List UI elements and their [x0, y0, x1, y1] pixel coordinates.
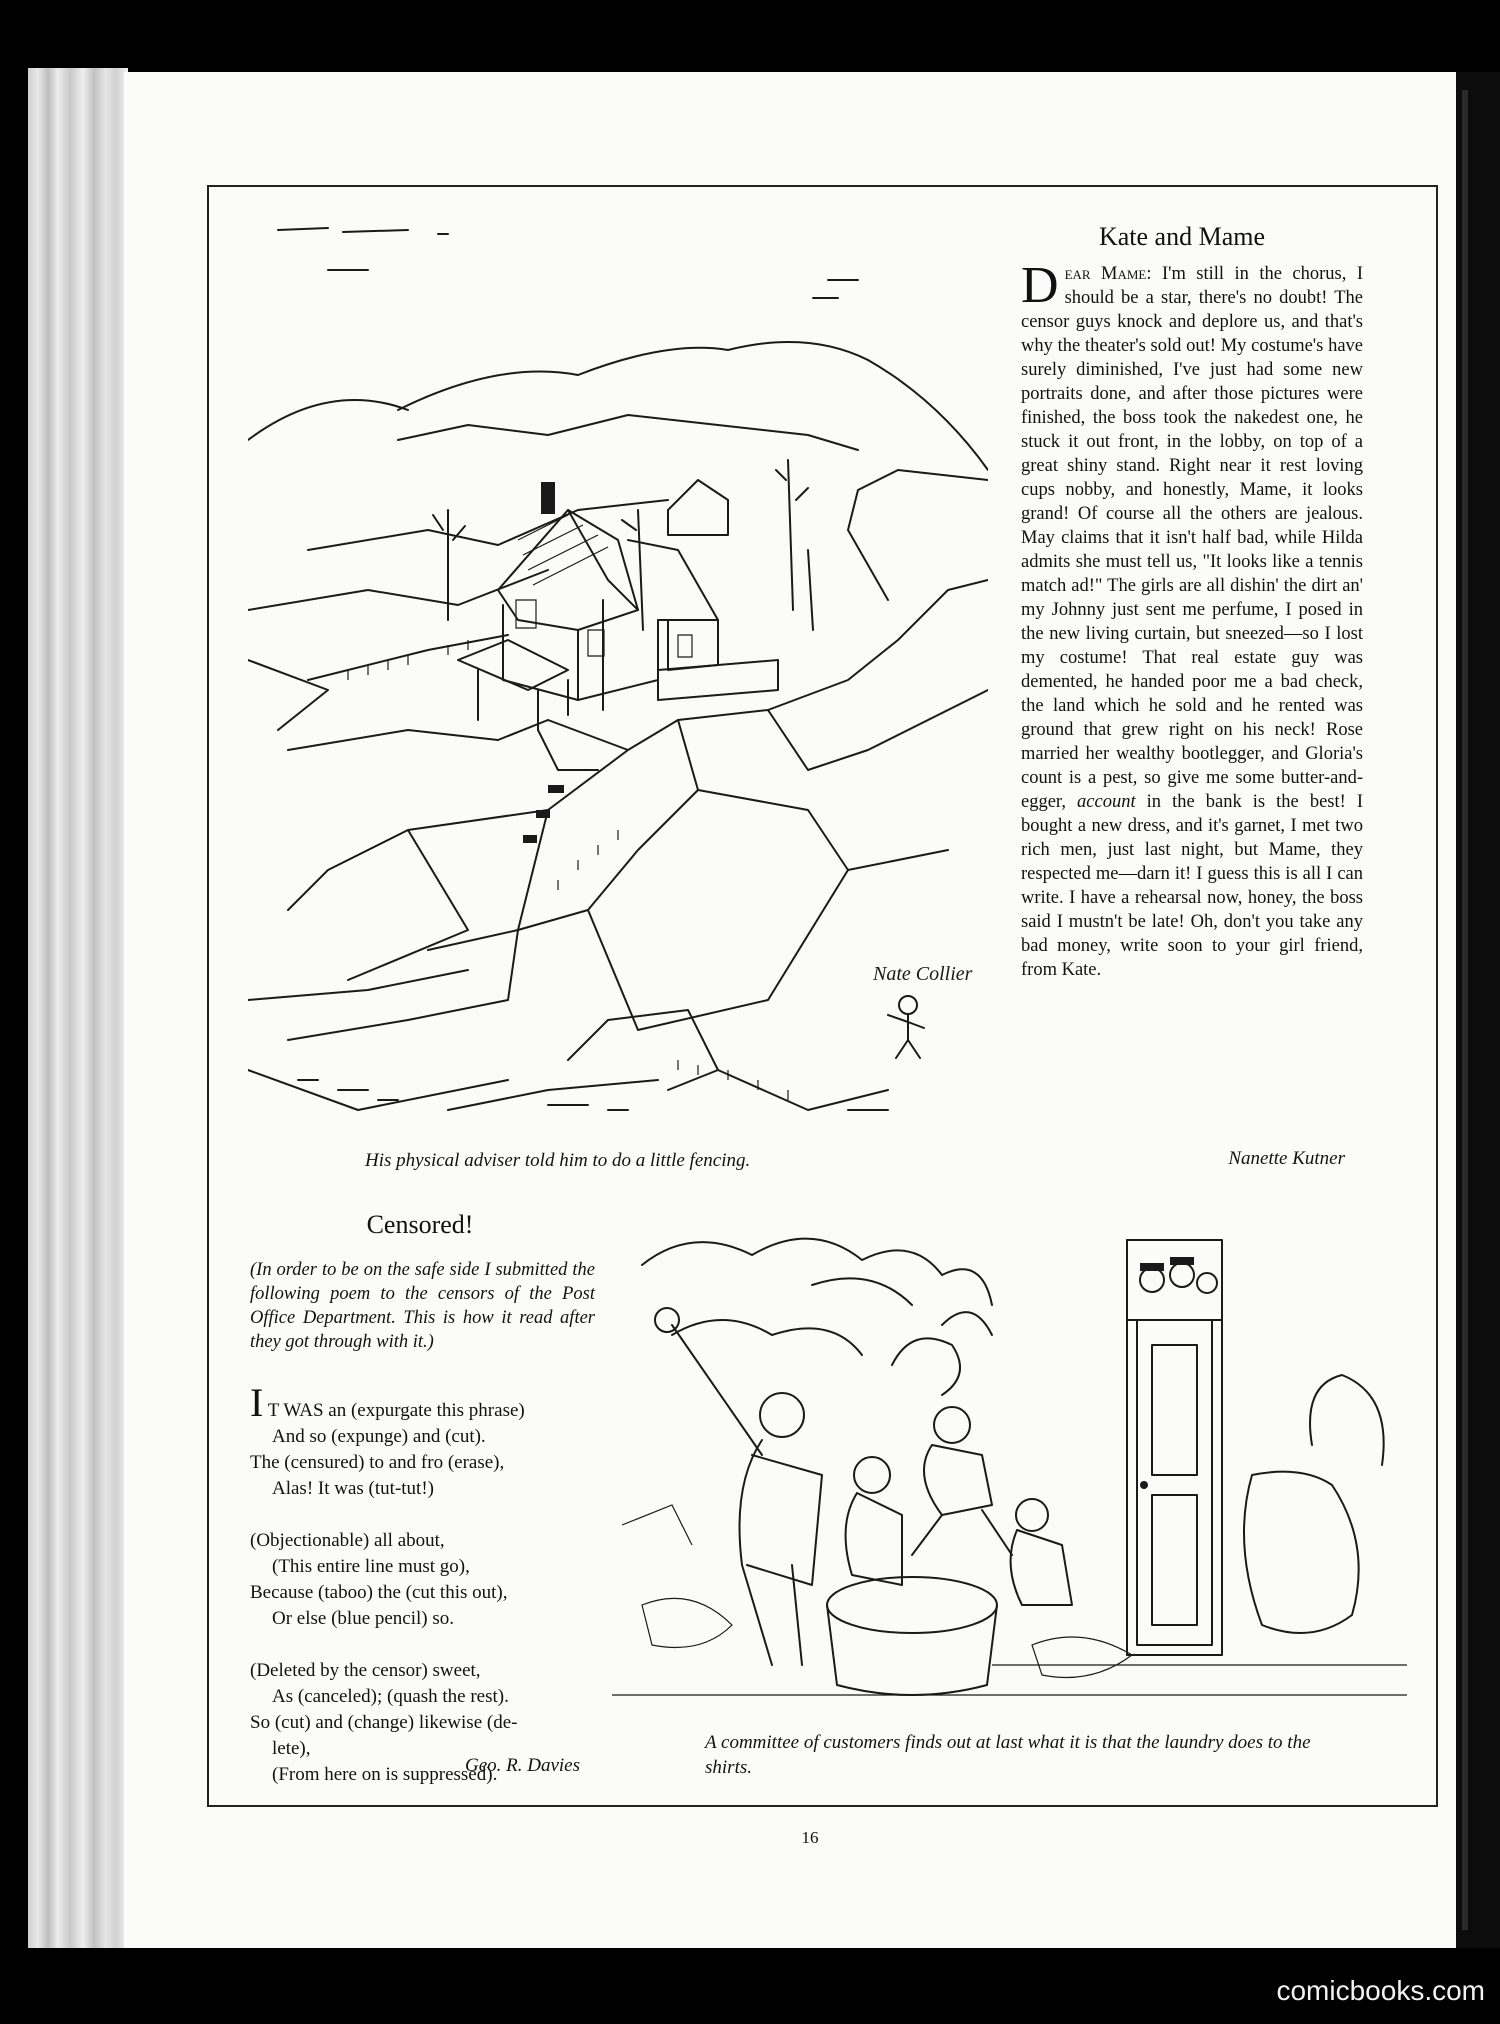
kate-byline: Nanette Kutner — [1228, 1148, 1345, 1169]
poem-stanza — [250, 1380, 600, 1502]
poem-line: I T WAS an (expurgate this phrase) — [250, 1380, 525, 1425]
poem-line: As (canceled); (quash the rest). — [272, 1686, 509, 1707]
kate-and-mame-body — [1021, 257, 1364, 982]
facing-page-edge — [1462, 90, 1468, 1930]
poem-line: So (cut) and (change) likewise (de- — [250, 1712, 518, 1733]
poem-line: Or else (blue pencil) so. — [272, 1608, 455, 1629]
fencing-cartoon — [248, 210, 988, 1120]
italic-word: account — [1077, 792, 1136, 812]
poem-line: lete), — [272, 1738, 311, 1759]
laundry-caption: A committee of customers finds out at last what it is that the laundry does to the shirts. — [705, 1732, 1311, 1778]
censored-byline: Geo. R. Davies — [464, 1755, 580, 1776]
letter-text: I'm still in the chorus, I should be a star, there's no doubt! The censor guys knock and deplore us, and that's why the theater's sold out! My costume's have surely diminished, I've just had some new portraits done, and after those pictures were finished, the boss took the nakedest one, he stuck it out front, in the lobby, on top of a great shiny stand. Right near it rest loving cups nobby, and honestly, Mame, it looks grand! Of course all the others are jealous. May claims that it isn't half bad, while Hilda admits she must tell us, "It looks like a tennis match ad!" The girls are all dishin' the dirt an' my Johnny just sent me perfume, I posed in the new living curtain, but sneezed—so I lost my costume! That real estate guy was demented, he handed poor me a bad check, the land which he sold and he rented was ground that grew right on his neck! Rose married her wealthy bootlegger, and Gloria's count is a pest, so give me some butter-and-egger, — [1021, 264, 1363, 812]
poem-line: (This entire line must go), — [272, 1556, 470, 1577]
page-number: 16 — [801, 1828, 819, 1847]
poem-stanza — [250, 1528, 600, 1632]
poem-line: (Objectionable) all about, — [250, 1530, 445, 1551]
poem-line: Alas! It was (tut-tut!) — [272, 1478, 434, 1499]
censored-poem — [250, 1380, 600, 1814]
laundry-cartoon — [612, 1225, 1407, 1715]
poem-line: Because (taboo) the (cut this out), — [250, 1582, 508, 1603]
watermark: comicbooks.com — [1276, 1975, 1485, 2006]
cartoon-signature: Nate Collier — [873, 963, 973, 985]
drop-cap: D — [1021, 257, 1059, 314]
fencing-caption: His physical adviser told him to do a little fencing. — [365, 1150, 751, 1171]
poem-drop-cap: I — [250, 1380, 264, 1425]
book-page-edges — [28, 68, 128, 1948]
poem-line: (Deleted by the censor) sweet, — [250, 1660, 481, 1681]
poem-line: And so (expunge) and (cut). — [272, 1426, 486, 1447]
poem-line: (From here on is suppressed). — [272, 1764, 498, 1785]
letter-text-end: in the bank is the best! I bought a new dress, and it's garnet, I met two rich men, just last night, but Mame, they respected me—darn it! I guess this is all I can write. I have a rehearsal now, honey, the boss said I mustn't be late! Oh, don't you take any bad money, write soon to your girl friend, from Kate. — [1021, 792, 1364, 980]
poem-line: The (censured) to and fro (erase), — [250, 1452, 505, 1473]
salutation: ear Mame: — [1064, 264, 1152, 284]
kate-and-mame-title: Kate and Mame — [1098, 222, 1266, 251]
censored-title: Censored! — [366, 1210, 474, 1239]
censored-intro: (In order to be on the safe side I submitted the following poem to the censors of the Post Office Department. This is how it read after they got through with it.) — [250, 1260, 595, 1352]
